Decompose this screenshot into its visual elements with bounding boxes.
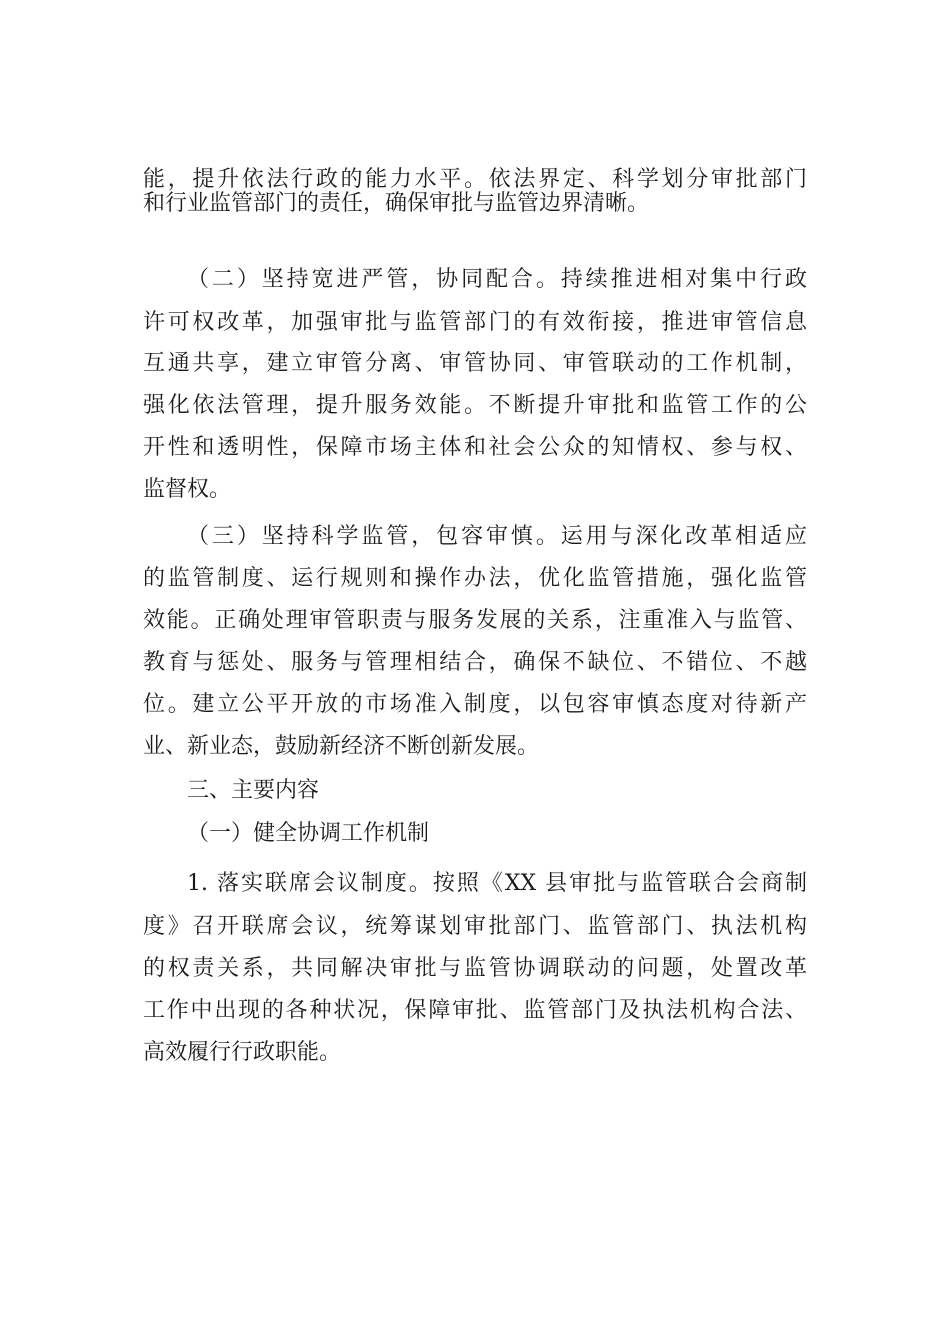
section-heading: 三、主要内容: [187, 778, 320, 803]
text-line: 位。建立公平开放的市场准入制度，以包容审慎态度对待新产: [143, 692, 807, 717]
text-line: 强化依法管理，提升服务效能。不断提升审批和监管工作的公: [143, 393, 807, 418]
text-line: 工作中出现的各种状况，保障审批、监管部门及执法机构合法、: [143, 998, 807, 1023]
text-line: 的权责关系，共同解决审批与监管协调联动的问题，处置改革: [143, 956, 807, 981]
text-line: （三）坚持科学监管，包容审慎。运用与深化改革相适应: [187, 524, 807, 549]
text-line: 度》召开联席会议，统筹谋划审批部门、监管部门、执法机构: [143, 914, 807, 939]
text-line: 互通共享，建立审管分离、审管协同、审管联动的工作机制，: [143, 351, 807, 376]
text-line: 和行业监管部门的责任，确保审批与监管边界清晰。: [143, 191, 650, 216]
text-line: 1. 落实联席会议制度。按照《XX 县审批与监管联合会商制: [187, 871, 807, 896]
text-line: （二）坚持宽进严管，协同配合。持续推进相对集中行政: [187, 267, 807, 292]
text-line: 业、新业态，鼓励新经济不断创新发展。: [143, 734, 540, 759]
text-line: 高效履行行政职能。: [143, 1040, 342, 1065]
subsection-heading: （一）健全协调工作机制: [187, 821, 430, 846]
text-line: 许可权改革，加强审批与监管部门的有效衔接，推进审管信息: [143, 310, 807, 335]
text-line: 开性和透明性，保障市场主体和社会公众的知情权、参与权、: [143, 435, 807, 460]
text-line: 教育与惩处、服务与管理相结合，确保不缺位、不错位、不越: [143, 650, 807, 675]
text-line: 的监管制度、运行规则和操作办法，优化监管措施，强化监管: [143, 566, 807, 591]
text-line: 监督权。: [143, 477, 232, 502]
text-line: 效能。正确处理审管职责与服务发展的关系，注重准入与监管、: [143, 608, 807, 633]
text-line: 能，提升依法行政的能力水平。依法界定、科学划分审批部门: [143, 167, 807, 192]
